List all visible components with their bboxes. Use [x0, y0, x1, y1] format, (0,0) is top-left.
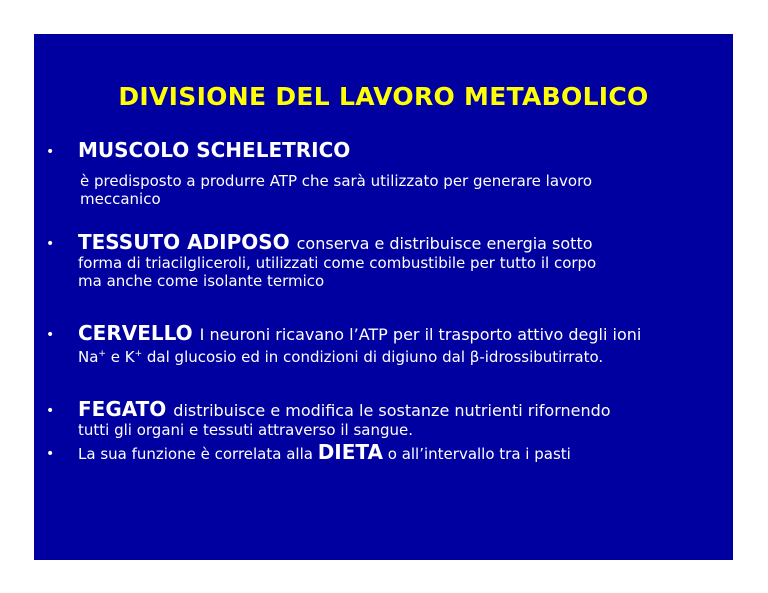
bullet: • — [46, 236, 55, 252]
item-text: è predisposto a produrre ATP che sarà utilizzato per generare lavoro meccanico — [80, 172, 593, 208]
item-text: tutti gli organi e tessuti attraverso il sangue. — [78, 421, 413, 439]
ion-na: Na — [78, 348, 99, 366]
emphasis-dieta: DIETA — [317, 440, 383, 464]
item-heading: TESSUTO ADIPOSO — [78, 230, 290, 254]
item-inline-text: I neuroni ricavano l’ATP per il trasporto attivo degli ioni — [199, 325, 642, 344]
item-heading-line — [78, 321, 641, 345]
item-heading-line — [78, 397, 611, 421]
charge-plus: + — [134, 349, 143, 359]
item-inline-text: distribuisce e modifica le sostanze nutrienti rifornendo — [173, 401, 611, 420]
item-heading-line — [78, 230, 593, 254]
bullet: • — [46, 446, 55, 462]
ion-k: e K — [105, 348, 135, 366]
item-text-rest: dal glucosio ed in condizioni di digiuno dal β-idrossibutirrato. — [142, 348, 604, 366]
bullet: • — [46, 403, 55, 419]
item-heading: MUSCOLO SCHELETRICO — [78, 138, 351, 162]
item-text: forma di triacilgliceroli, utilizzati come combustibile per tutto il corpo ma anche come isolante termico — [78, 254, 597, 290]
item-text — [78, 345, 603, 366]
item-heading: CERVELLO — [78, 321, 193, 345]
bullet: • — [46, 327, 55, 343]
slide — [34, 34, 733, 560]
item-text-after: o all’intervallo tra i pasti — [382, 445, 571, 463]
item-inline-text: conserva e distribuisce energia sotto — [296, 234, 593, 253]
item-text — [78, 440, 571, 464]
slide-title: DIVISIONE DEL LAVORO METABOLICO — [118, 82, 649, 111]
item-heading: FEGATO — [78, 397, 167, 421]
item-text-before: La sua funzione è correlata alla — [78, 445, 318, 463]
bullet: • — [46, 144, 55, 160]
charge-plus: + — [98, 349, 106, 359]
